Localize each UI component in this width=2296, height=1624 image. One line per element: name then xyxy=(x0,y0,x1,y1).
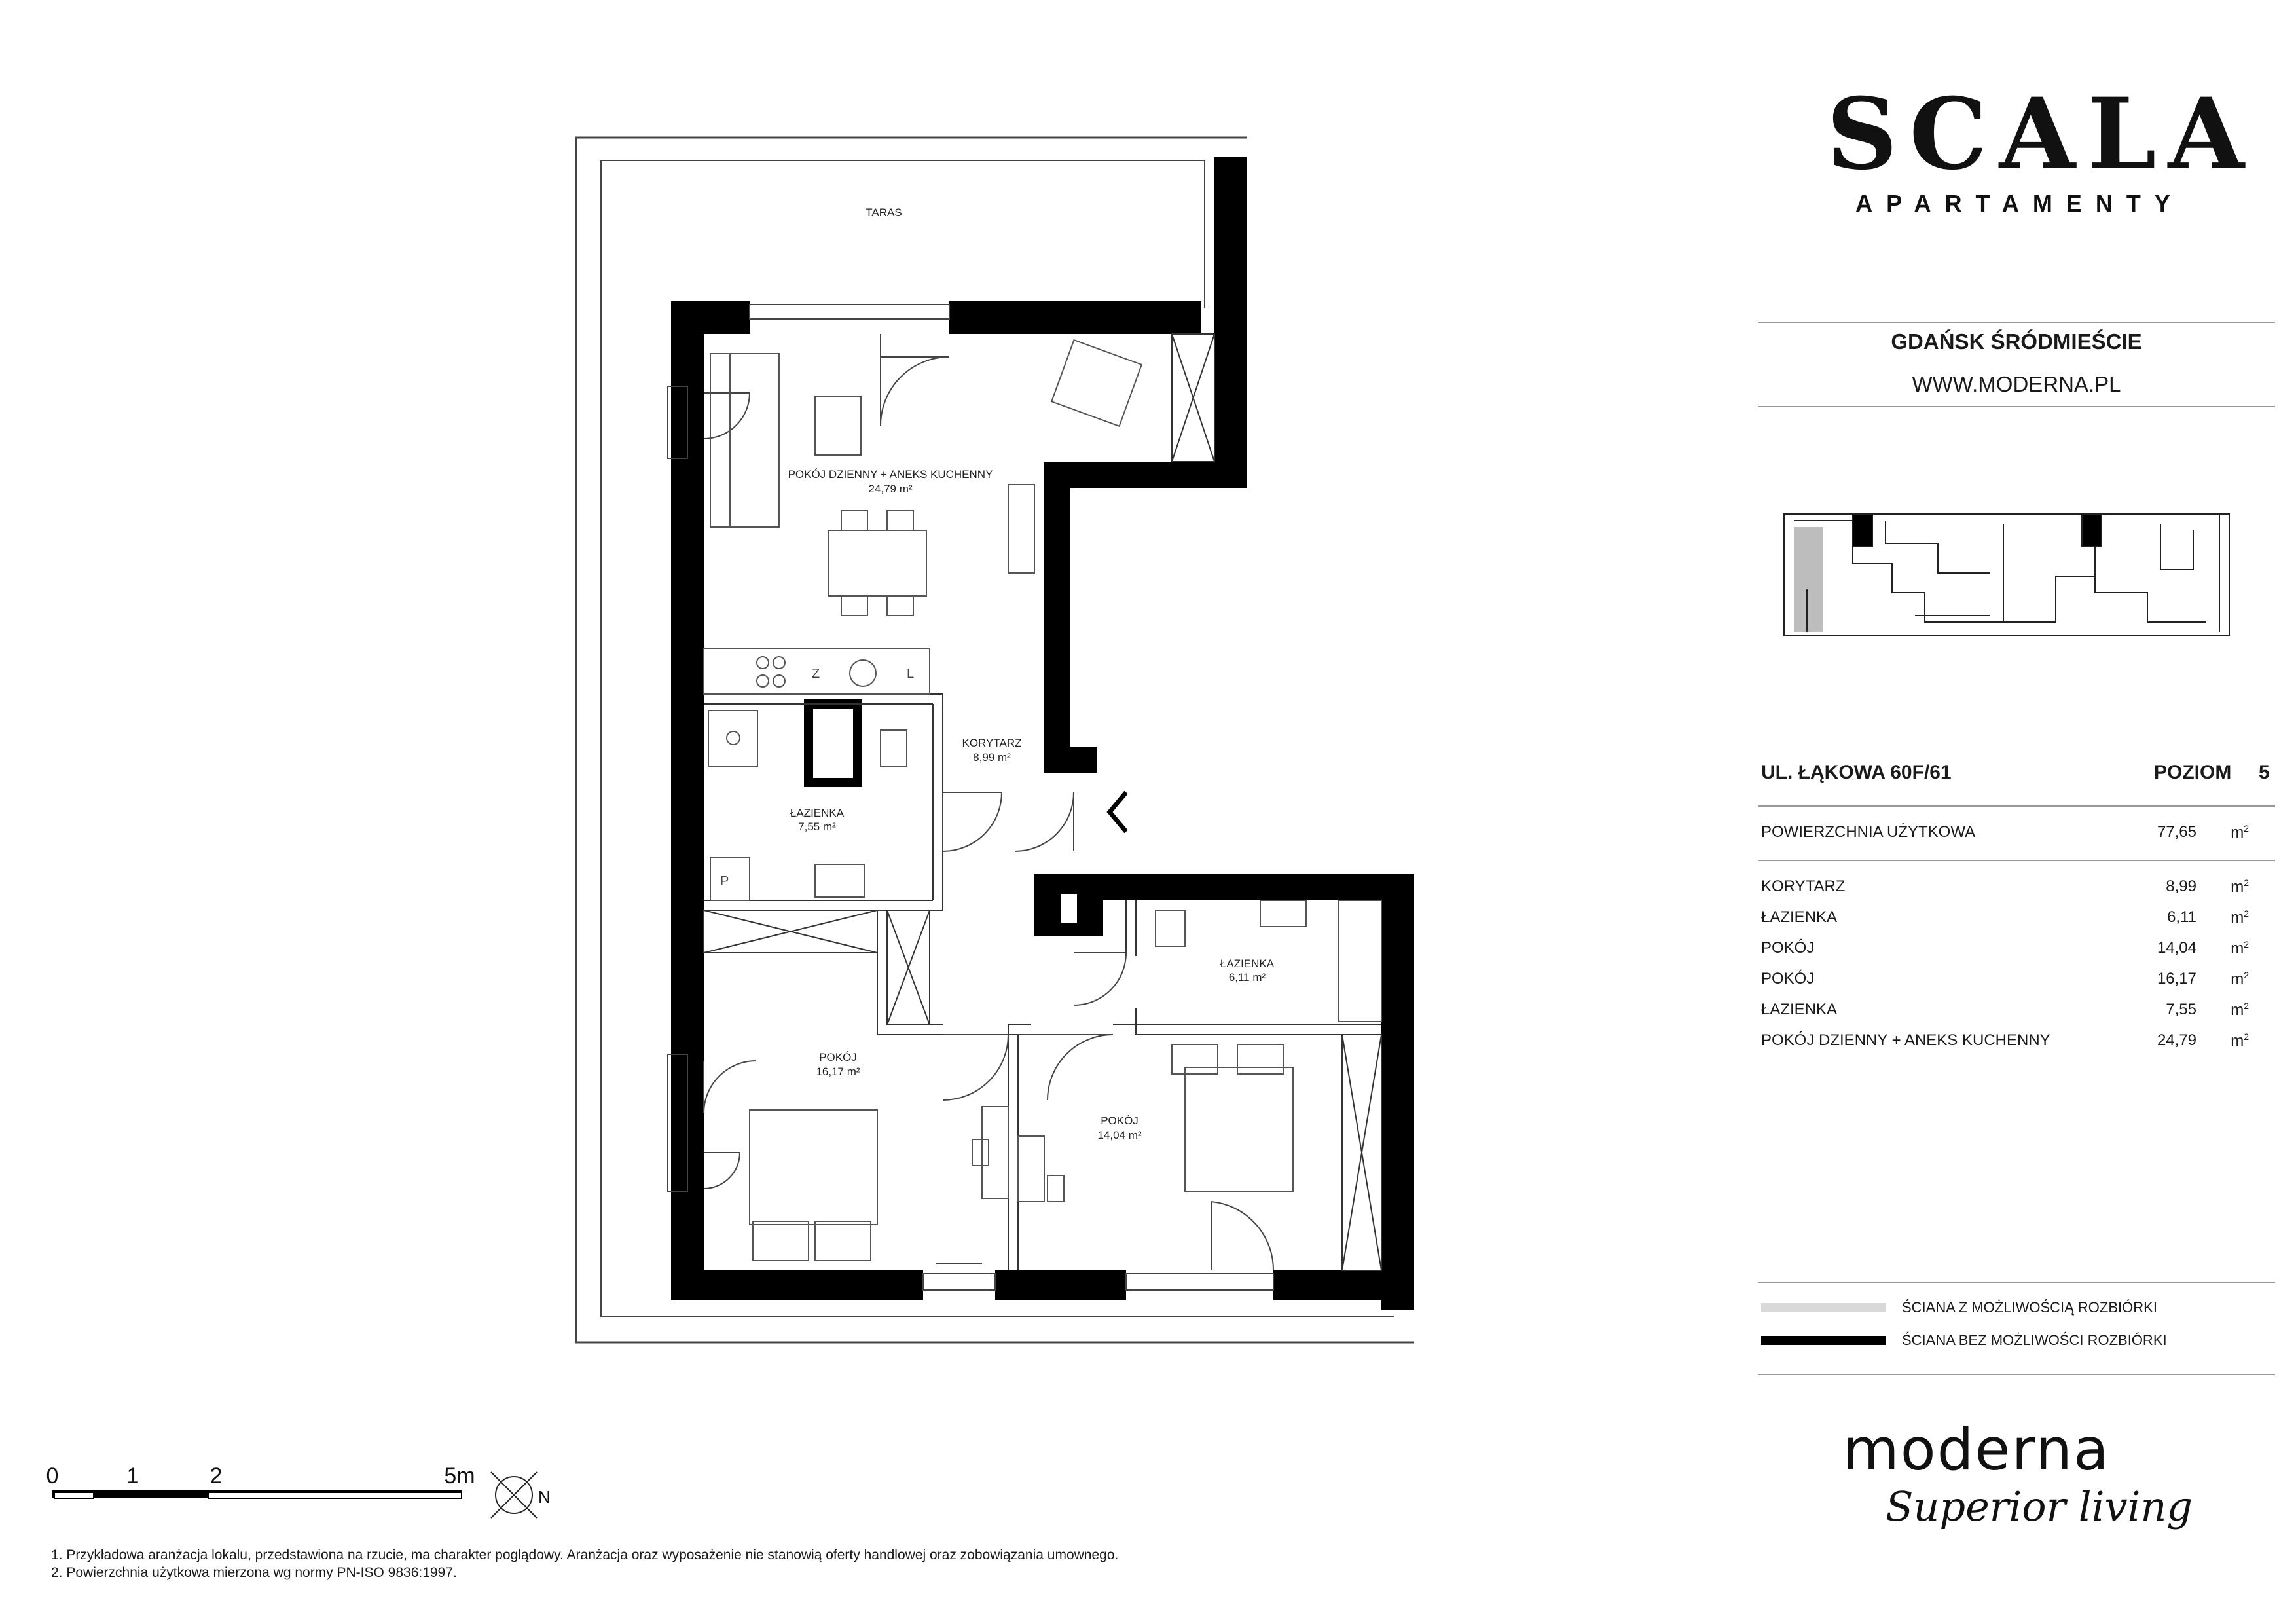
separator xyxy=(1758,860,2275,861)
legend-demolishable-label: ŚCIANA Z MOŻLIWOŚCIĄ ROZBIÓRKI xyxy=(1902,1299,2157,1316)
room-labels xyxy=(720,206,1275,1141)
entrance-arrow-icon xyxy=(1110,792,1126,832)
room1-label: POKÓJ xyxy=(819,1051,857,1063)
room2-area: 14,04 m² xyxy=(1097,1129,1142,1141)
room-name: ŁAZIENKA xyxy=(1761,908,1838,926)
moderna-tagline: Superior living xyxy=(1886,1483,2193,1530)
separator xyxy=(1758,406,2275,407)
separator xyxy=(1758,322,2275,323)
note-2: 2. Powierzchnia użytkowa mierzona wg normy PN-ISO 9836:1997. xyxy=(51,1565,457,1580)
room-row xyxy=(1761,877,2259,904)
room-area: 7,55 xyxy=(2166,1001,2196,1018)
separator xyxy=(1758,805,2275,807)
room-area: 16,17 xyxy=(2157,970,2196,987)
scale-tick-5m: 5m xyxy=(444,1464,475,1488)
room-row xyxy=(1761,970,2259,996)
bath2-label: ŁAZIENKA xyxy=(1220,957,1275,970)
legend-structural-label: ŚCIANA BEZ MOŻLIWOŚCI ROZBIÓRKI xyxy=(1902,1332,2167,1348)
north-arrow-icon xyxy=(491,1472,551,1518)
room-area: 14,04 xyxy=(2157,939,2196,957)
bath2-area: 6,11 m² xyxy=(1228,971,1266,984)
apartment-address: UL. ŁĄKOWA 60F/61 xyxy=(1761,762,1952,783)
bath1-label: ŁAZIENKA xyxy=(790,807,845,819)
legend-swatch-demolishable xyxy=(1761,1303,1886,1312)
level-label: POZIOM xyxy=(2154,762,2232,783)
room-name: KORYTARZ xyxy=(1761,877,1846,895)
level-value: 5 xyxy=(2259,762,2270,783)
usable-area-row xyxy=(1761,823,2259,849)
room-name: POKÓJ DZIENNY + ANEKS KUCHENNY xyxy=(1761,1031,2050,1049)
brand-logo-scala: SCALA xyxy=(1827,77,2256,192)
usable-area-value: 77,65 xyxy=(2157,823,2196,841)
room-row xyxy=(1761,908,2259,934)
room-unit: $m^2$ xyxy=(2231,939,2249,957)
room-unit: $m^2$ xyxy=(2231,877,2249,896)
room1-area: 16,17 m² xyxy=(816,1065,860,1078)
corridor-label: KORYTARZ xyxy=(962,737,1022,749)
moderna-logo: moderna xyxy=(1843,1416,2110,1483)
room-row xyxy=(1761,1001,2259,1027)
north-label: N xyxy=(538,1487,551,1507)
fixture-l: L xyxy=(907,667,915,681)
location-city: GDAŃSK ŚRÓDMIEŚCIE xyxy=(1891,329,2142,354)
separator xyxy=(1758,1374,2275,1375)
room-unit: $m^2$ xyxy=(2231,908,2249,927)
brand-subtitle: APARTAMENTY xyxy=(1855,190,2184,217)
room-area: 8,99 xyxy=(2166,877,2196,895)
corridor-area: 8,99 m² xyxy=(973,751,1011,764)
fixture-p: P xyxy=(720,874,729,889)
bath1-area: 7,55 m² xyxy=(798,821,836,833)
room-unit: $m^2$ xyxy=(2231,1001,2249,1019)
room-unit: $m^2$ xyxy=(2231,970,2249,988)
scale-tick-2: 2 xyxy=(210,1464,223,1488)
location-website: WWW.MODERNA.PL xyxy=(1912,372,2121,396)
note-1: 1. Przykładowa aranżacja lokalu, przedstawiona na rzucie, ma charakter poglądowy. Aranżacja oraz wyposażenie nie stanowią oferty handlowej oraz zobowiązania umownego. xyxy=(51,1547,1119,1562)
room2-label: POKÓJ xyxy=(1101,1115,1139,1127)
living-area: 24,79 m² xyxy=(868,483,913,495)
room-area: 6,11 xyxy=(2167,908,2196,926)
room-row xyxy=(1761,939,2259,965)
terrace-label: TARAS xyxy=(866,206,902,219)
scale-tick-1: 1 xyxy=(126,1464,139,1488)
room-name: POKÓJ xyxy=(1761,939,1815,957)
usable-area-unit: $m^2$ xyxy=(2231,823,2249,841)
room-unit: $m^2$ xyxy=(2231,1031,2249,1050)
usable-area-label: POWIERZCHNIA UŻYTKOWA xyxy=(1761,823,1976,841)
key-plan-thumbnail xyxy=(1784,514,2229,635)
room-area: 24,79 xyxy=(2157,1031,2196,1049)
fixture-z: Z xyxy=(812,667,820,681)
separator xyxy=(1758,1282,2275,1283)
living-label: POKÓJ DZIENNY + ANEKS KUCHENNY xyxy=(788,468,993,481)
room-name: ŁAZIENKA xyxy=(1761,1001,1838,1018)
scale-bar xyxy=(46,1464,475,1498)
room-row xyxy=(1761,1031,2259,1058)
windows xyxy=(668,304,1273,1290)
legend-swatch-structural xyxy=(1761,1336,1886,1345)
scale-tick-0: 0 xyxy=(46,1464,59,1488)
room-name: POKÓJ xyxy=(1761,970,1815,987)
